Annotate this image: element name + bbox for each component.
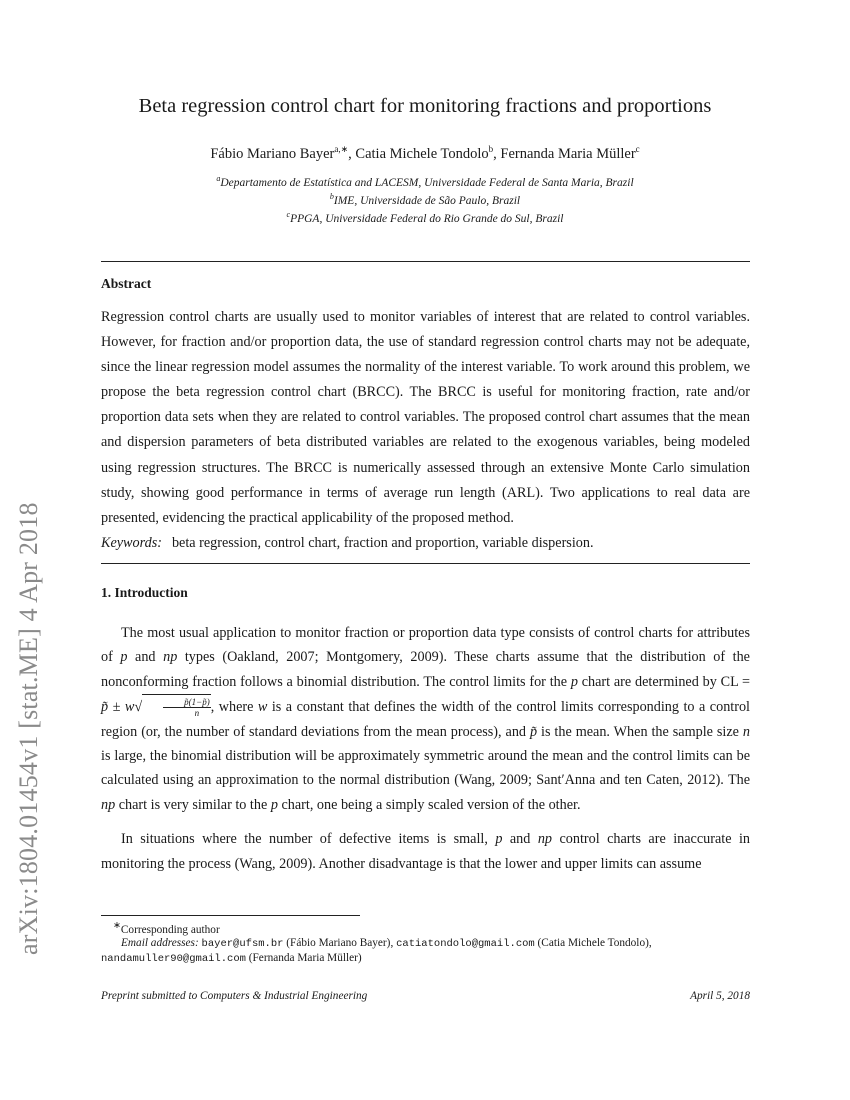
- abstract-heading: Abstract: [101, 276, 152, 291]
- affiliations: [0, 172, 850, 225]
- affiliation: [0, 190, 850, 208]
- affiliation-mark: a: [216, 174, 221, 183]
- affiliation-text: IME, Universidade de São Paulo, Brazil: [333, 194, 521, 207]
- sqrt-symbol: √: [134, 699, 143, 716]
- footnote-emails-cont: nandamuller90@gmail.com (Fernanda Maria Müller): [101, 951, 362, 965]
- paragraph: In situations where the number of defective items is small, p and np control charts are inaccurate in monitoring the process (Wang, 2009). Another disadvantage is that the lower and upper limits can assume: [101, 831, 750, 872]
- footnote-rule: [101, 915, 360, 916]
- author-name: Fernanda Maria Müller: [500, 145, 636, 162]
- author-list: [0, 144, 850, 163]
- paper-title: Beta regression control chart for monitoring fractions and proportions: [138, 95, 712, 117]
- keywords-text: beta regression, control chart, fraction and proportion, variable dispersion.: [171, 534, 594, 551]
- footer-preprint-note: Preprint submitted to Computers & Industrial Engineering: [101, 990, 368, 1002]
- author-name: Catia Michele Tondolo: [355, 145, 489, 162]
- fraction: $\frac{p̃(1-p̃)}{n}$: [163, 697, 211, 718]
- email-link[interactable]: catiatondolo@gmail.com: [396, 938, 535, 951]
- introduction-body: [101, 621, 750, 876]
- affiliation-text: Departamento de Estatística and LACESM, Universidade Federal de Santa Maria, Brazil: [220, 176, 634, 189]
- author-separator: ,: [348, 145, 356, 162]
- abstract-text: Regression control charts are usually used to monitor variables of interest that are related to control variables. However, for fraction and/or proportion data, the use of standard regression control charts may not be adequate, since the linear regression model assumes the normality of the interest variable. To work around this problem, we propose the beta regression control chart (BRCC). The BRCC is useful for monitoring fraction, rate and/or proportion data sets when they are related to control variables. The proposed control chart assumes that the mean and dispersion parameters of beta distributed variables are related to the exogenous variables, being modeled using regression structures. The BRCC is numerically assessed through an extensive Monte Carlo simulation study, showing good performance in terms of average run length (ARL). Two applications to real data are presented, evidencing the practical applicability of the proposed method.: [101, 309, 750, 526]
- arxiv-identifier: arXiv:1804.01454v1 [stat.ME] 4 Apr 2018: [14, 502, 43, 955]
- author-separator: ,: [493, 145, 501, 162]
- author-name: Fábio Mariano Bayer: [210, 145, 335, 162]
- footnotes: [101, 920, 750, 966]
- email-link[interactable]: bayer@ufsm.br: [201, 938, 284, 951]
- footnote-emails: Email addresses: bayer@ufsm.br (Fábio Mariano Bayer), catiatondolo@gmail.com (Catia Michele Tondolo),: [121, 937, 652, 951]
- affiliation-mark: c: [286, 209, 291, 219]
- formula: p̃ ± w: [101, 699, 135, 716]
- email-link[interactable]: nandamuller90@gmail.com: [101, 952, 246, 965]
- affiliation-mark: b: [329, 191, 334, 201]
- abstract-top-rule: [101, 261, 750, 262]
- paragraph: The most usual application to monitor fraction or proportion data type consists of control charts for attributes of p and np types (Oakland, 2007; Montgomery, 2009). These charts assume that the distribution of the nonconforming fraction follows a binomial distribution. The control limits for the p chart are determined by CL = p̃ ± w√ $\frac{p̃(1-p̃)}{n}$ , where w is a constant that defines the width of the control limits corresponding to a control region (or, the number of standard deviations from the mean process), and p̃ is the mean. When the sample size n is large, the binomial distribution will be approximately symmetric around the mean and the control limits can be calculated using an approximation to the normal distribution (Wang, 2009; Sant′Anna and ten Caten, 2012). The np chart is very similar to the p chart, one being a simply scaled version of the other.: [101, 625, 751, 813]
- section-heading-introduction: 1. Introduction: [101, 585, 188, 600]
- footnote-corresponding: ∗Corresponding author: [113, 921, 220, 936]
- keywords-line: [101, 535, 594, 551]
- footer-date: April 5, 2018: [690, 990, 750, 1002]
- abstract-body: [101, 305, 750, 556]
- keywords-label: Keywords:: [101, 534, 162, 551]
- affiliation: [0, 208, 850, 226]
- author-affil-mark: c: [635, 144, 640, 154]
- affiliation-text: PPGA, Universidade Federal do Rio Grande do Sul, Brazil: [290, 212, 564, 225]
- author-affil-mark: a,∗: [334, 144, 349, 154]
- abstract-bottom-rule: [101, 563, 750, 564]
- affiliation: [0, 172, 850, 190]
- author-affil-mark: b: [488, 144, 494, 154]
- sqrt-radicand: [142, 694, 211, 719]
